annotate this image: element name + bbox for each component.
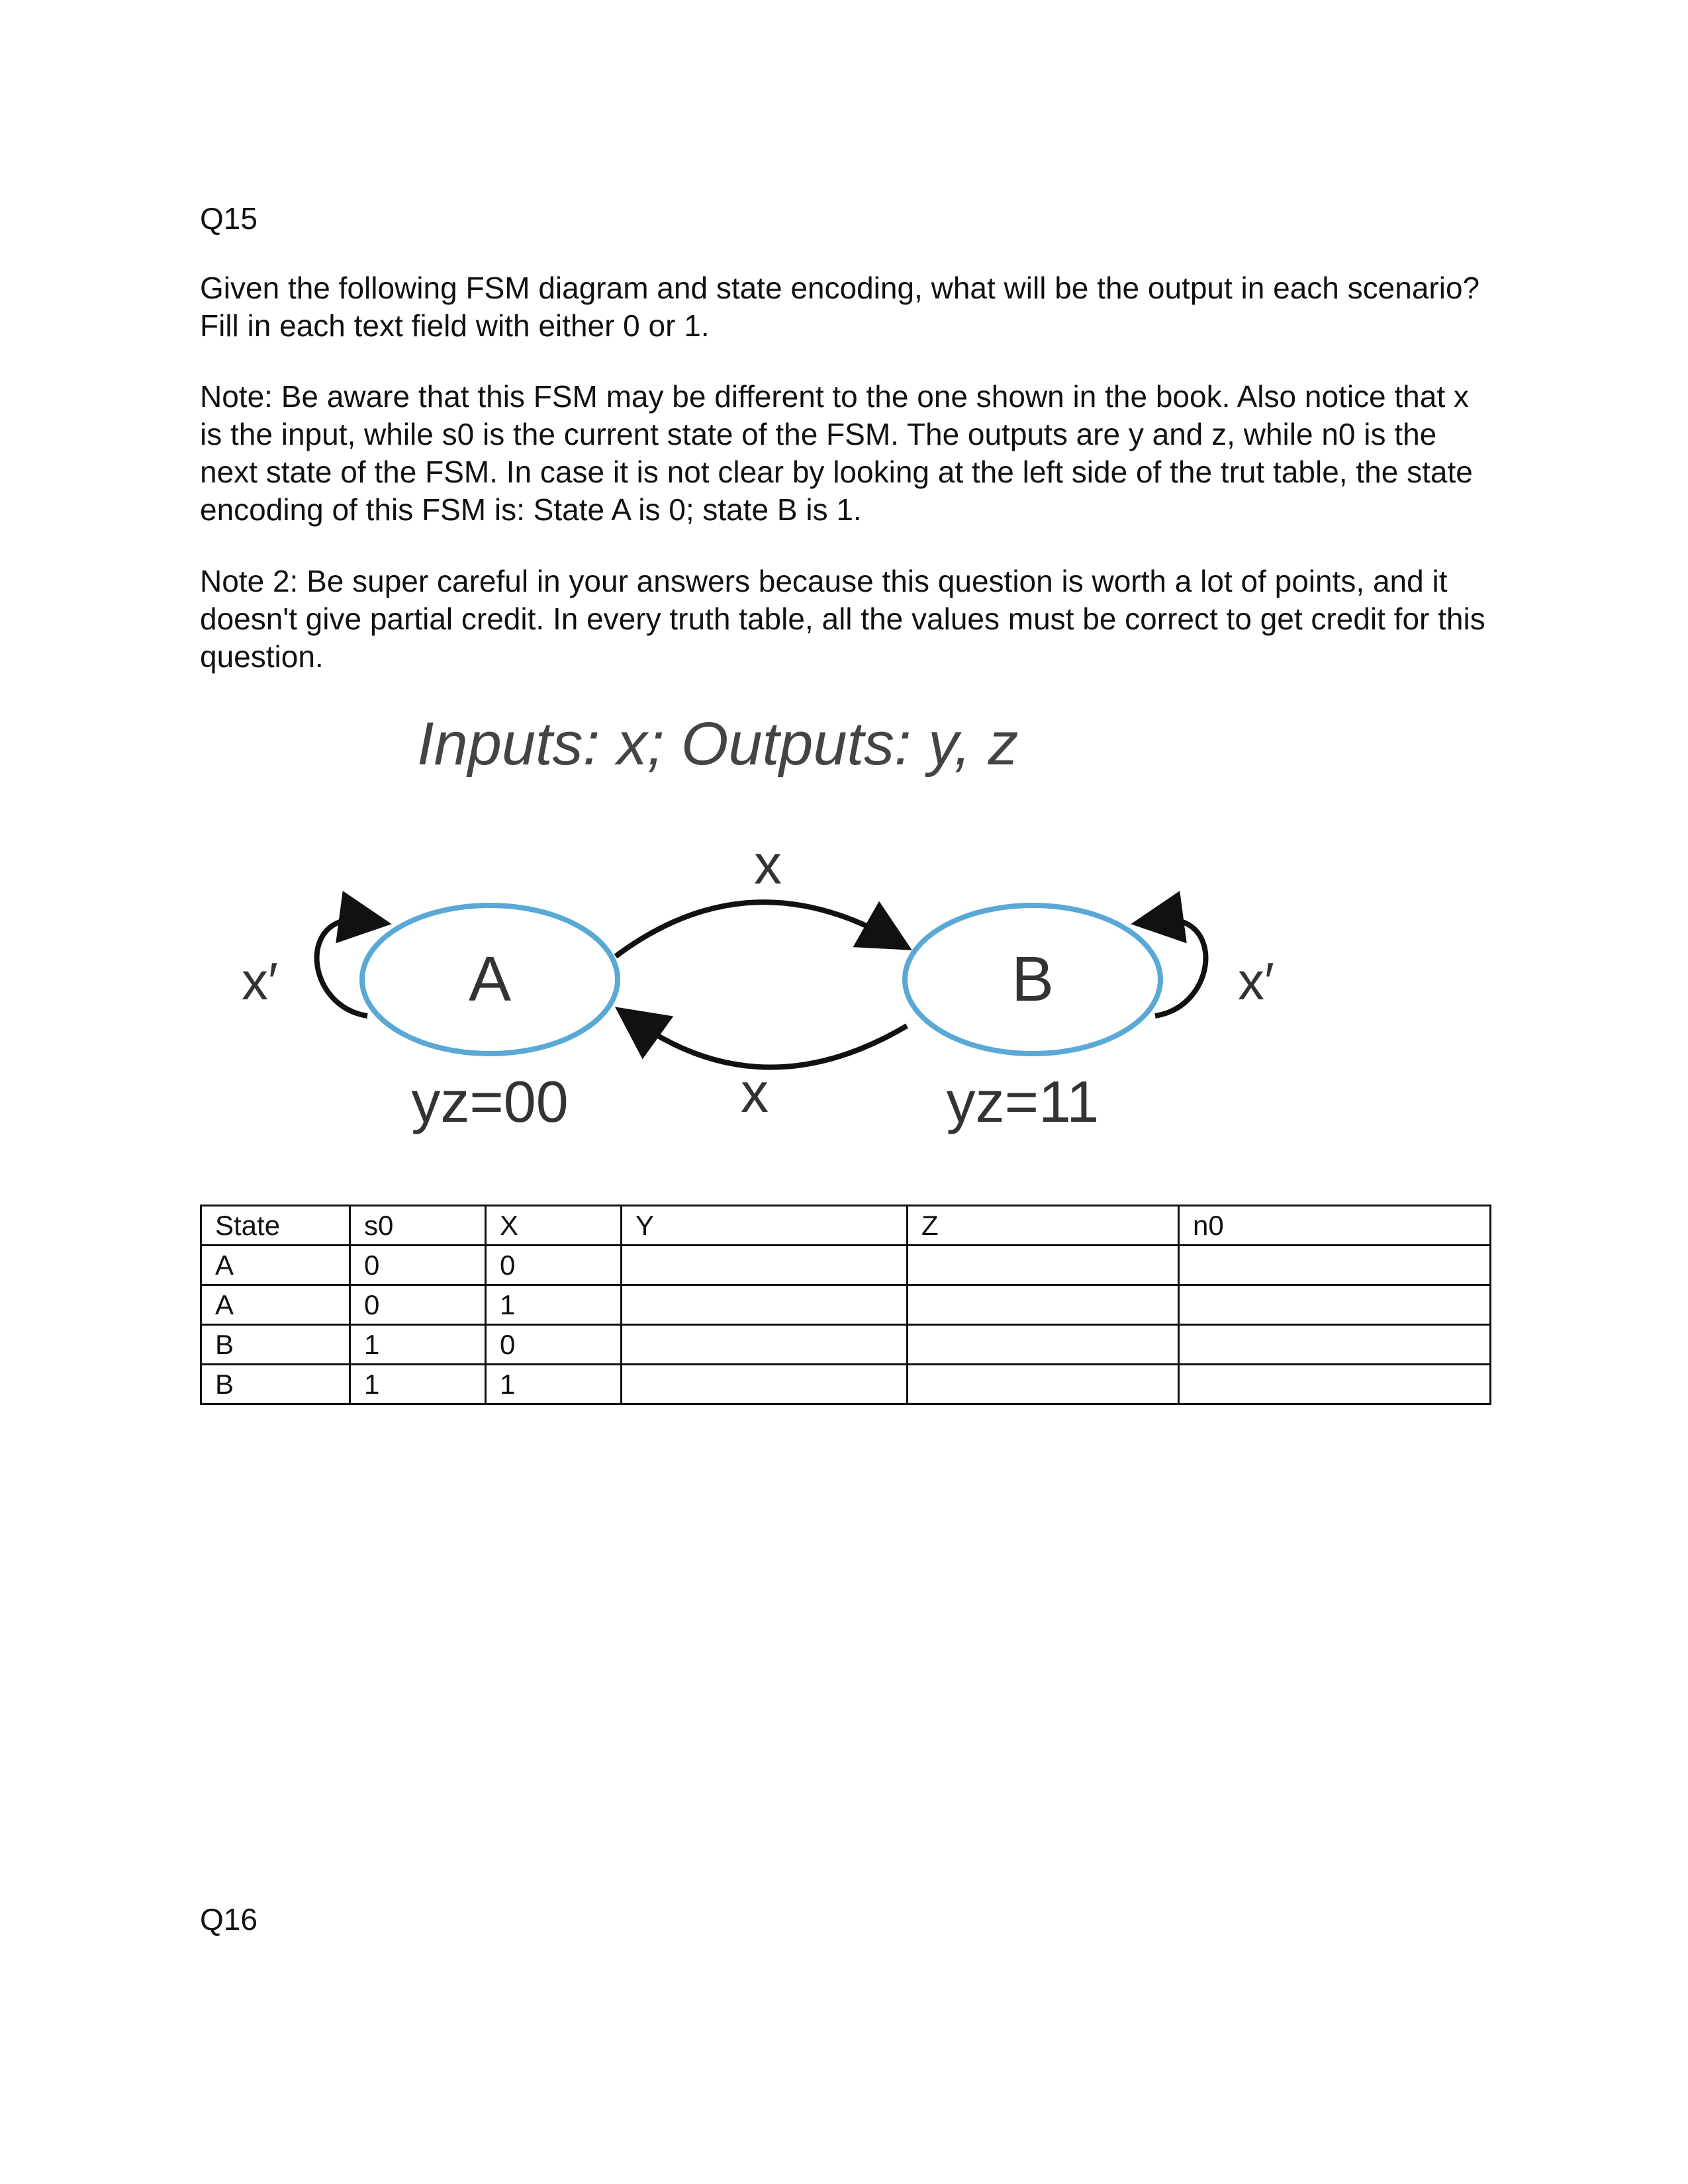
cell-n0-input[interactable] [1179, 1365, 1491, 1404]
cell-s0: 0 [350, 1285, 486, 1325]
self-loop-b-label: x′ [1238, 952, 1274, 1011]
cell-n0-input[interactable] [1179, 1246, 1491, 1285]
table-row [201, 1246, 1491, 1285]
edge-b-to-a [632, 1019, 907, 1068]
cell-x: 0 [486, 1246, 622, 1285]
cell-s0: 0 [350, 1246, 486, 1285]
question-label: Q15 [200, 201, 258, 236]
edge-b-to-a-label: x [741, 1062, 769, 1124]
header-x: X [486, 1206, 622, 1246]
truth-table [200, 1205, 1491, 1405]
next-question-label: Q16 [200, 1902, 258, 1936]
note-1: Note: Be aware that this FSM may be different to the one shown in the book. Also notice that x is the input, while s0 is the current state of the FSM. The outputs are y and z, while n0 is the next state of the FSM. In case it is not clear by looking at the left side of the trut table, the state encoding of this FSM is: State A is 0; state B is 1. [200, 379, 1473, 527]
fsm-diagram [192, 715, 1344, 1165]
cell-y-input[interactable] [622, 1285, 908, 1325]
cell-state: B [201, 1325, 350, 1365]
state-a-output: yz=00 [411, 1069, 569, 1134]
cell-z-input[interactable] [908, 1325, 1179, 1365]
header-n0: n0 [1179, 1206, 1491, 1246]
header-y: Y [622, 1206, 908, 1246]
cell-y-input[interactable] [622, 1246, 908, 1285]
diagram-title: Inputs: x; Outputs: y, z [417, 715, 1019, 778]
cell-state: B [201, 1365, 350, 1404]
cell-y-input[interactable] [622, 1365, 908, 1404]
cell-s0: 1 [350, 1325, 486, 1365]
header-state: State [201, 1206, 350, 1246]
table-row [201, 1285, 1491, 1325]
edge-a-to-b [616, 902, 894, 956]
state-b-output: yz=11 [946, 1069, 1100, 1134]
state-a-label: A [468, 944, 512, 1015]
cell-x: 1 [486, 1285, 622, 1325]
cell-state: A [201, 1246, 350, 1285]
state-b-label: B [1011, 944, 1055, 1015]
edge-a-to-b-label: x [754, 833, 782, 895]
cell-y-input[interactable] [622, 1325, 908, 1365]
cell-z-input[interactable] [908, 1246, 1179, 1285]
cell-z-input[interactable] [908, 1365, 1179, 1404]
self-loop-a-label: x′ [242, 952, 278, 1011]
header-z: Z [908, 1206, 1179, 1246]
table-row [201, 1325, 1491, 1365]
cell-x: 0 [486, 1325, 622, 1365]
table-header-row [201, 1206, 1491, 1246]
table-row [201, 1365, 1491, 1404]
cell-state: A [201, 1285, 350, 1325]
cell-x: 1 [486, 1365, 622, 1404]
note-2: Note 2: Be super careful in your answers because this question is worth a lot of points, and it doesn't give partial credit. In every truth table, all the values must be correct to get credit for this question. [200, 564, 1485, 674]
header-s0: s0 [350, 1206, 486, 1246]
cell-z-input[interactable] [908, 1285, 1179, 1325]
cell-n0-input[interactable] [1179, 1325, 1491, 1365]
question-prompt: Given the following FSM diagram and state encoding, what will be the output in each scenario? Fill in each text field with either 0 or 1. [200, 271, 1480, 343]
cell-n0-input[interactable] [1179, 1285, 1491, 1325]
cell-s0: 1 [350, 1365, 486, 1404]
